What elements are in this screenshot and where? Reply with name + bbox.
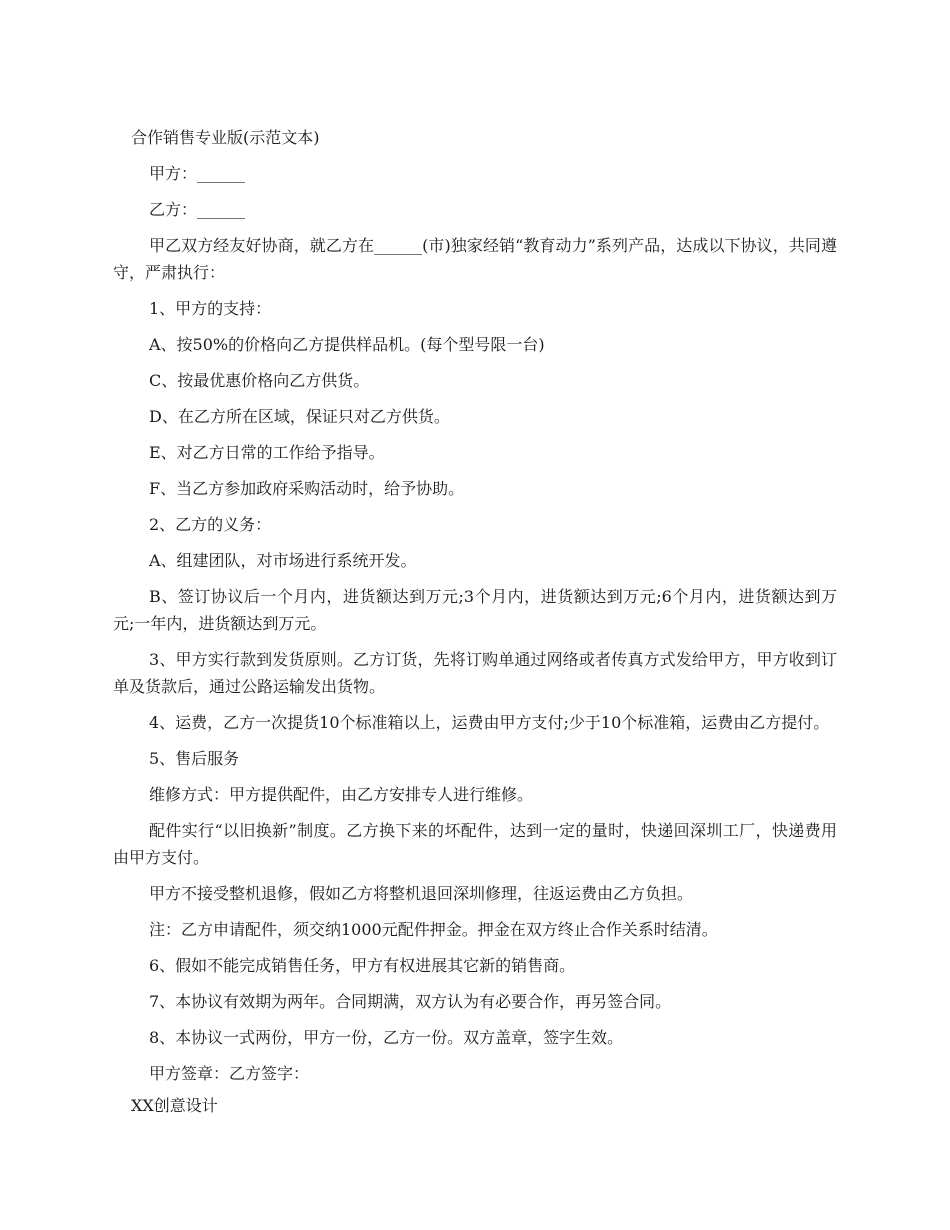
- section-4-paragraph: 4、运费，乙方一次提货10个标准箱以上，运费由甲方支付;少于10个标准箱，运费由乙方提付。: [149, 713, 830, 732]
- clause-1e: E、对乙方日常的工作给予指导。: [149, 443, 385, 462]
- party-a-line: 甲方：______: [149, 164, 246, 183]
- clause-2b: B、签订协议后一个月内，进货额达到万元;3个月内，进货额达到万元;6个月内，进货额达到万元;一年内，进货额达到万元。: [113, 587, 837, 633]
- clause-1d: D、在乙方所在区域，保证只对乙方供货。: [149, 407, 450, 426]
- clause-1c: C、按最优惠价格向乙方供货。: [149, 371, 370, 390]
- clause-2a: A、组建团队，对市场进行系统开发。: [149, 551, 417, 570]
- deposit-note: 注：乙方申请配件，须交纳1000元配件押金。押金在双方终止合作关系时结清。: [149, 920, 718, 939]
- section-6-paragraph: 6、假如不能完成销售任务，甲方有权进展其它新的销售商。: [149, 956, 576, 975]
- document-title: 合作销售专业版(示范文本): [131, 128, 320, 147]
- party-b-line: 乙方：______: [149, 200, 246, 219]
- section-1-heading: 1、甲方的支持：: [149, 299, 272, 318]
- document-footer: XX创意设计: [131, 1096, 218, 1115]
- clause-1f: F、当乙方参加政府采购活动时，给予协助。: [149, 479, 465, 498]
- clause-1a: A、按50%的价格向乙方提供样品机。(每个型号限一台): [149, 335, 545, 354]
- repair-method: 维修方式：甲方提供配件，由乙方安排专人进行维修。: [149, 785, 534, 804]
- signature-line: 甲方签章：乙方签字：: [149, 1064, 310, 1083]
- section-3-paragraph: 3、甲方实行款到发货原则。乙方订货，先将订购单通过网络或者传真方式发给甲方，甲方收到订单及货款后，通过公路运输发出货物。: [113, 650, 837, 696]
- no-whole-unit-repair: 甲方不接受整机退修，假如乙方将整机退回深圳修理，往返运费由乙方负担。: [149, 884, 694, 903]
- parts-exchange: 配件实行“以旧换新”制度。乙方换下来的坏配件，达到一定的量时，快递回深圳工厂，快递费用由甲方支付。: [113, 821, 837, 867]
- section-2-heading: 2、乙方的义务：: [149, 515, 272, 534]
- section-7-paragraph: 7、本协议有效期为两年。合同期满，双方认为有必要合作，再另签合同。: [149, 992, 672, 1011]
- section-5-heading: 5、售后服务: [149, 749, 240, 768]
- intro-paragraph: 甲乙双方经友好协商，就乙方在______(市)独家经销“教育动力”系列产品，达成以下协议，共同遵守，严肃执行：: [113, 236, 837, 282]
- section-8-paragraph: 8、本协议一式两份，甲方一份，乙方一份。双方盖章，签字生效。: [149, 1028, 624, 1047]
- document-body: [113, 160, 837, 1096]
